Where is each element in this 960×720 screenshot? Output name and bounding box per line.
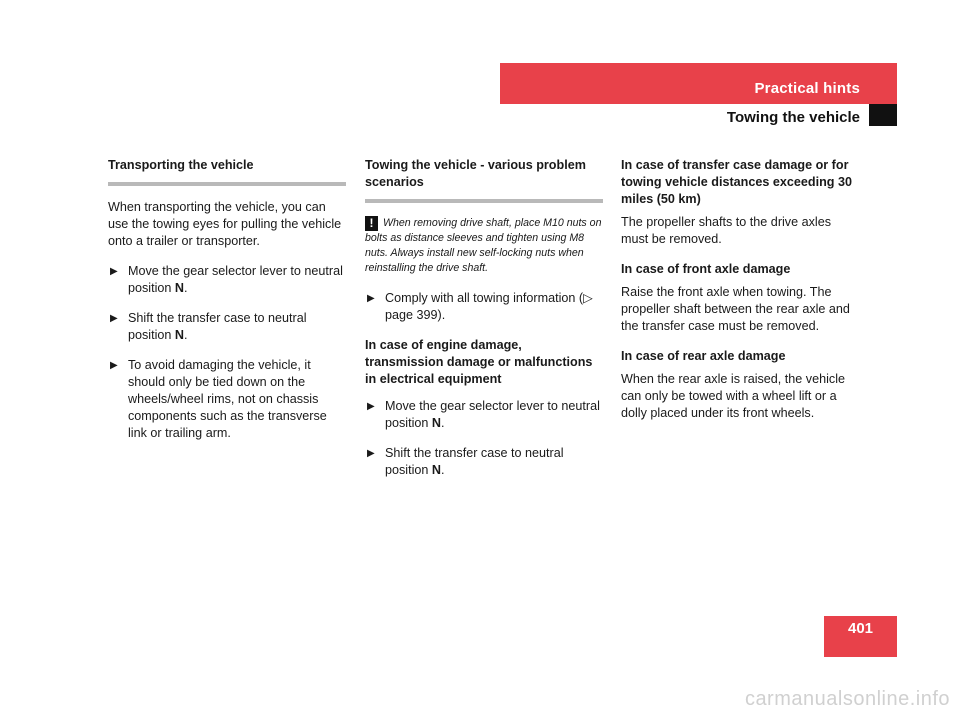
page-reference-link[interactable]: ▷ page 399	[385, 291, 593, 322]
list-item-emphasis: N	[174, 328, 185, 342]
list-item-tail: .	[441, 463, 445, 477]
list-item-emphasis: N	[174, 281, 185, 295]
subheading-front-axle: In case of front axle damage	[621, 262, 791, 276]
bullet-arrow-icon: ▶	[367, 401, 375, 412]
list-item	[108, 357, 346, 442]
column-transporting	[108, 157, 346, 455]
list-item-text: To avoid damaging the vehicle, it should only be tied down on the wheels/wheel rims, not on chassis components such as the transverse link or trailing arm.	[128, 358, 327, 440]
warning-icon: !	[365, 216, 378, 231]
chapter-title: Practical hints	[754, 80, 860, 97]
section-title: Towing the vehicle	[726, 109, 860, 126]
list-item-tail: ).	[437, 308, 446, 322]
list-item-tail: .	[184, 328, 188, 342]
list-item	[108, 263, 346, 297]
bullet-arrow-icon: ▶	[367, 448, 375, 459]
subheading-transfer-case: In case of transfer case damage or for towing vehicle distances exceeding 30 miles (50 km)	[621, 158, 852, 206]
column-towing-scenarios	[365, 157, 603, 492]
paragraph-transfer-case: The propeller shafts to the drive axles must be removed.	[621, 215, 832, 246]
bullet-arrow-icon: ▶	[110, 266, 118, 277]
paragraph-front-axle: Raise the front axle when towing. The propeller shaft between the rear axle and the transfer case must be removed.	[621, 285, 850, 333]
list-item-text: Comply with all towing information (	[385, 291, 584, 305]
list-item	[365, 290, 603, 324]
list-item-text: Move the gear selector lever to neutral position	[385, 399, 600, 430]
list-item-tail: .	[184, 281, 188, 295]
heading-towing-scenarios: Towing the vehicle - various problem scenarios	[365, 158, 586, 189]
warning-text: When removing drive shaft, place M10 nuts on bolts as distance sleeves and tighten using M8 nuts. Always install new self-locking nuts when reinstalling the drive shaft.	[365, 217, 602, 274]
bullet-arrow-icon: ▶	[110, 313, 118, 324]
heading-transporting: Transporting the vehicle	[108, 158, 254, 172]
list-item	[108, 310, 346, 344]
list-item-emphasis: N	[431, 416, 442, 430]
list-item-text: Move the gear selector lever to neutral position	[128, 264, 343, 295]
heading-rule	[108, 182, 346, 186]
heading-rule	[365, 199, 603, 203]
list-item-text: Shift the transfer case to neutral position	[128, 311, 307, 342]
page-number: 401	[847, 620, 874, 637]
bullet-arrow-icon: ▶	[110, 360, 118, 371]
intro-paragraph: When transporting the vehicle, you can use the towing eyes for pulling the vehicle onto a trailer or transporter.	[108, 200, 342, 248]
list-item-text: Shift the transfer case to neutral position	[385, 446, 564, 477]
list-item	[365, 398, 603, 432]
list-item-tail: .	[441, 416, 445, 430]
subheading-rear-axle: In case of rear axle damage	[621, 349, 786, 363]
bullet-arrow-icon: ▶	[367, 293, 375, 304]
section-tab-marker	[869, 104, 897, 126]
watermark: carmanualsonline.info	[744, 688, 950, 710]
warning-note	[365, 216, 603, 276]
list-item-emphasis: N	[431, 463, 442, 477]
paragraph-rear-axle: When the rear axle is raised, the vehicle can only be towed with a wheel lift or a dolly placed under its front wheels.	[621, 372, 846, 420]
subheading-engine-damage: In case of engine damage, transmission damage or malfunctions in electrical equipment	[365, 338, 593, 386]
column-damage-cases	[621, 157, 859, 435]
list-item	[365, 445, 603, 479]
